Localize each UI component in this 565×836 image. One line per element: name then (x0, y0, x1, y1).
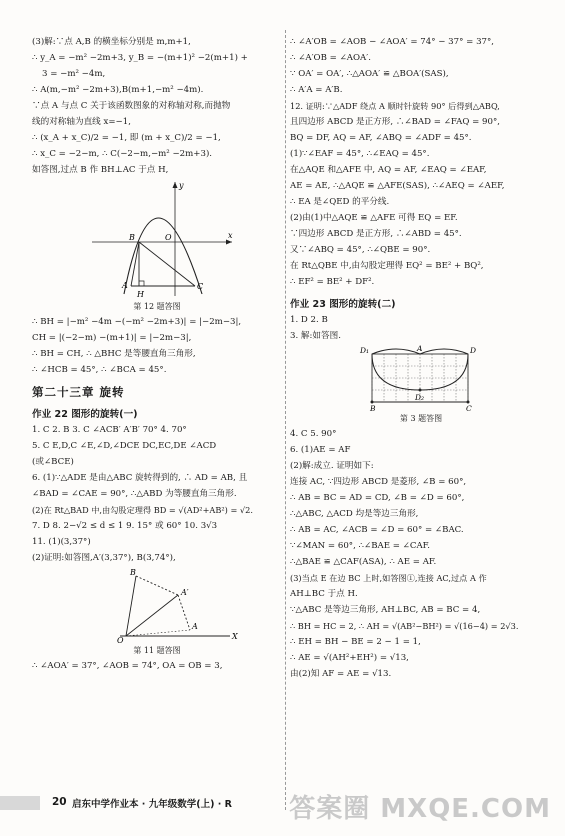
text-line: AH⊥BC 于点 H. (290, 589, 358, 599)
label-B: B (129, 233, 135, 242)
left-column (32, 34, 282, 674)
label-A: A (417, 344, 423, 353)
text-line: 在△AQE 和△AFE 中, AQ = AF, ∠EAQ = ∠EAF, (290, 165, 487, 175)
right-block-1 (290, 34, 552, 290)
left-block-1 (32, 34, 282, 178)
text-line: ∴ BH = CH, ∴ △BHC 是等腰直角三角形, (32, 349, 196, 359)
text-line: 7. D 8. 2−√2 ≤ d ≤ 1 9. 15° 或 60° 10. 3√3 (32, 521, 218, 531)
text-line: AE = AE, ∴△AQE ≌ △AFE(SAS), ∴∠AEQ = ∠AEF, (290, 181, 505, 191)
text-line: 由(2)知 AF = AE = √13. (290, 669, 392, 679)
figure-12-caption: 第 12 题答图 (133, 302, 181, 311)
text-line: ∴△ABC, △ACD 均是等边三角形, (290, 509, 419, 519)
right-block-3 (290, 426, 552, 682)
text-line: (2)证明:如答图,A′(3,37°), B(3,74°), (32, 553, 176, 563)
text-line: 又∵∠ABQ = 45°, ∴∠QBE = 90°. (290, 245, 431, 255)
left-block-3 (32, 422, 282, 566)
text-line: ∴ ∠AOA′ = 37°, ∠AOB = 74°, OA = OB = 3, (32, 661, 223, 671)
text-line: ∴ AE = √(AH²+EH²) = √13, (290, 653, 409, 663)
text-line: ∴ BH = |−m² −4m −(−m² −2m+3)| = |−2m−3|, (32, 317, 242, 327)
text-line: 且四边形 ABCD 是正方形, ∴∠BAD = ∠FAQ = 90°, (290, 117, 500, 127)
text-line: ∴ A′A = A′B. (290, 85, 343, 95)
text-line: CH = |(−2−m) −(m+1)| = |−2m−3|, (32, 333, 192, 343)
label-H: H (137, 290, 144, 299)
label-B: B (130, 568, 136, 577)
text-line: ∴ EH = BH − BE = 2 − 1 = 1, (290, 637, 421, 647)
left-block-2 (32, 314, 282, 378)
text-line: ∴ y_A = −m² −2m+3, y_B = −(m+1)² −2(m+1) + (32, 53, 248, 63)
label-y: y (179, 181, 184, 190)
text-line: (2)由(1)中△AQE ≌ △AFE 可得 EQ = EF. (290, 213, 458, 223)
page-number: 20 (52, 796, 67, 808)
text-line: 3. 解:如答图. (290, 331, 341, 341)
text-line: 5. C E,D,C ∠E,∠D,∠DCE DC,EC,DE ∠ACD (32, 441, 217, 451)
text-line: ∵ OA′ = OA′, ∴△AOA′ ≌ △BOA′(SAS), (290, 69, 449, 79)
label-A: A (122, 281, 128, 290)
text-line: (或∠BCE) (32, 457, 74, 467)
text-line: ∵点 A 与点 C 关于该函数图象的对称轴对称,而抛物 (32, 101, 231, 111)
chapter-heading: 第二十三章 旋转 (32, 385, 125, 399)
label-X: X (232, 632, 238, 641)
column-divider (285, 30, 287, 810)
text-line: (2)解:成立. 证明如下: (290, 461, 374, 471)
label-D: D (470, 346, 477, 355)
figure-3-caption: 第 3 题答图 (399, 414, 443, 423)
text-line: 11. (1)(3,37°) (32, 537, 91, 547)
text-line: 6. (1)AE = AF (290, 445, 351, 455)
text-line: 12. 证明:∵△ADF 绕点 A 顺时针旋转 90° 后得到△ABQ, (290, 101, 500, 111)
text-line: ∴ ∠HCB = 45°, ∴ ∠BCA = 45°. (32, 365, 167, 375)
text-line: ∵∠MAN = 60°, ∴∠BAE = ∠CAF. (290, 541, 431, 551)
text-line: ∴ A(m,−m² −2m+3),B(m+1,−m² −4m). (32, 85, 204, 95)
watermark: 答案圈 MXQE.COM (289, 794, 551, 824)
text-line: ∴ EA 是∠QED 的平分线. (290, 197, 390, 207)
figure-11-caption: 第 11 题答图 (133, 646, 181, 655)
text-line: ∴ EF² = BE² + DF². (290, 277, 375, 287)
text-line: ∴△BAE ≌ △CAF(ASA), ∴ AE = AF. (290, 557, 437, 567)
text-line: 4. C 5. 90° (290, 429, 337, 439)
text-line: ∴ AB = AC, ∠ACB = ∠D = 60° = ∠BAC. (290, 525, 464, 535)
text-line: ∴ AB = BC = AD = CD, ∠B = ∠D = 60°, (290, 493, 465, 503)
label-A-prime: A′ (181, 588, 189, 597)
text-line: ∴ ∠A′OB = ∠AOB − ∠AOA′ = 74° − 37° = 37°, (290, 37, 495, 47)
text-line: BQ = DF, AQ = AF, ∠ABQ = ∠ADF = 45°. (290, 133, 472, 143)
text-line: (3)当点 E 在边 BC 上时,如答图①,连接 AC,过点 A 作 (290, 573, 487, 583)
label-D1: D₁ (360, 346, 370, 355)
text-line: (1)∵∠EAF = 45°, ∴∠EAQ = 45°. (290, 149, 430, 159)
text-line: (2)在 Rt△BAD 中,由勾股定理得 BD = √(AD²+AB²) = √2. (32, 505, 253, 515)
text-line: 1. C 2. B 3. C ∠ACB′ A′B′ 70° 4. 70° (32, 425, 187, 435)
text-line: 如答图,过点 B 作 BH⊥AC 于点 H, (32, 165, 169, 175)
label-O: O (117, 636, 124, 644)
figure-3-grid (290, 344, 552, 412)
label-B: B (370, 404, 376, 412)
text-line: 3 = −m² −4m, (42, 69, 106, 79)
page-footer (8, 792, 308, 814)
homework-23-heading: 作业 23 图形的旋转(二) (290, 299, 396, 310)
text-line: ∠BAD = ∠CAE = 90°, ∴△ABD 为等腰直角三角形. (32, 489, 237, 499)
text-line: ∴ x_C = −2−m, ∴ C(−2−m,−m² −2m+3). (32, 149, 213, 159)
text-line: ∴ (x_A + x_C)/2 = −1, 即 (m + x_C)/2 = −1, (32, 133, 221, 143)
text-line: ∴ ∠A′OB = ∠AOA′. (290, 53, 371, 63)
text-line: 连接 AC, ∵四边形 ABCD 是菱形, ∠B = 60°, (290, 477, 467, 487)
right-column (290, 34, 552, 682)
label-A: A (192, 622, 198, 631)
figure-12-parabola (32, 178, 282, 300)
text-line: 线的对称轴为直线 x=−1, (32, 117, 131, 127)
footer-title: 启东中学作业本 · 九年级数学(上) · R (72, 799, 232, 810)
text-line: 在 Rt△QBE 中,由勾股定理得 EQ² = BE² + BQ², (290, 261, 484, 271)
text-line: 6. (1)∵△ADE 是由△ABC 旋转得到的, ∴ AD = AB, 且 (32, 473, 248, 483)
text-line: ∵四边形 ABCD 是正方形, ∴∠ABD = 45°. (290, 229, 462, 239)
label-D2: D₂ (415, 393, 425, 402)
text-line: ∴ BH = HC = 2, ∴ AH = √(AB²−BH²) = √(16−4) = 2√3. (290, 621, 519, 631)
label-O: O (165, 233, 172, 242)
label-C: C (197, 282, 204, 291)
label-x: x (228, 231, 233, 240)
label-C: C (466, 404, 472, 412)
text-line: (3)解:∵点 A,B 的横坐标分别是 m,m+1, (32, 37, 191, 47)
text-line: 1. D 2. B (290, 315, 328, 325)
homework-22-heading: 作业 22 图形的旋转(一) (32, 409, 138, 420)
figure-11-rotation (32, 566, 282, 644)
text-line: ∵△ABC 是等边三角形, AH⊥BC, AB = BC = 4, (290, 605, 481, 615)
